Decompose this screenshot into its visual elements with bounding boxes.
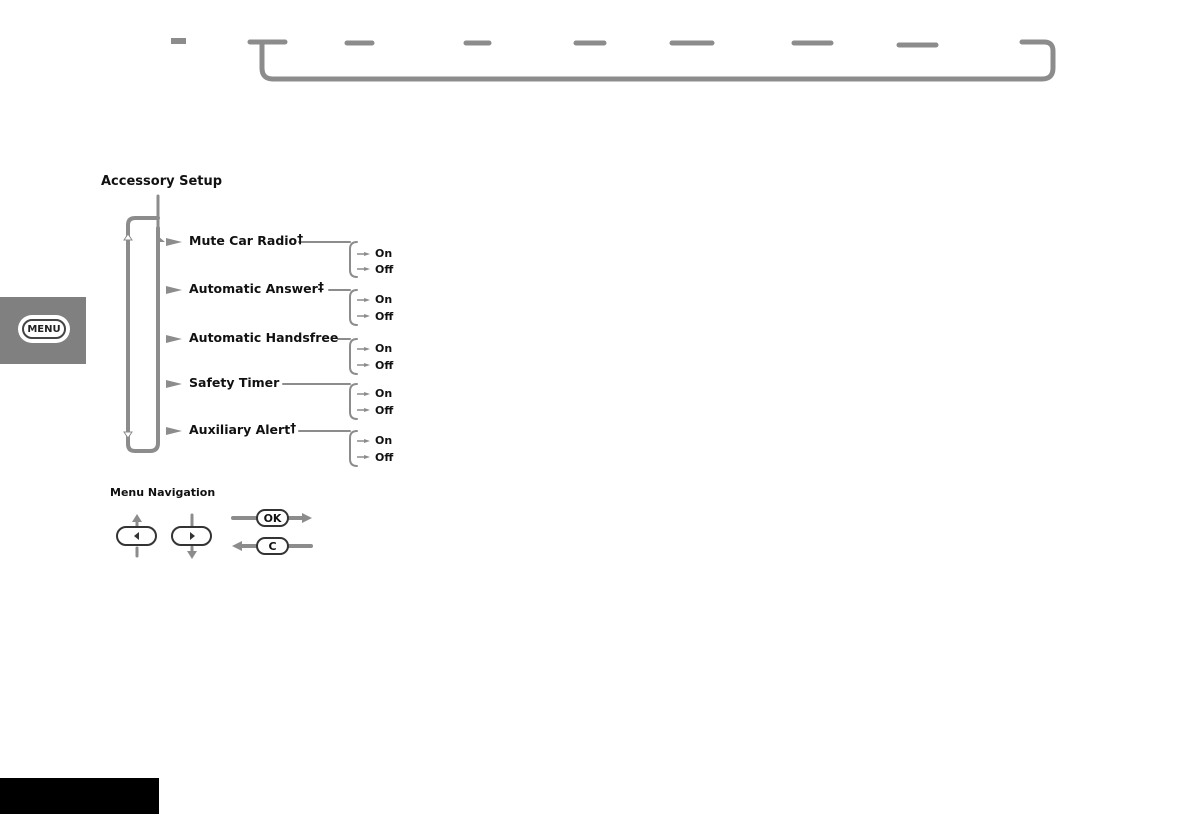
menu-navigation-title: Menu Navigation — [110, 486, 216, 499]
option-off: Off — [375, 310, 394, 323]
loop-bracket — [128, 218, 158, 451]
accessory-setup-title: Accessory Setup — [101, 174, 223, 189]
footnote-mark: ‡ — [317, 280, 324, 294]
option-off: Off — [375, 263, 394, 276]
menu-item-automatic-handsfree — [189, 332, 338, 345]
option-on: On — [375, 247, 393, 260]
menu-button-icon — [18, 315, 70, 343]
header-bracket — [250, 42, 1053, 79]
option-on: On — [375, 387, 393, 400]
header-mark — [171, 38, 186, 44]
menu-label: MENU — [22, 319, 66, 339]
ok-key-icon: OK — [256, 509, 289, 527]
menu-item-automatic-answer — [189, 280, 324, 296]
option-on: On — [375, 293, 393, 306]
footnote-mark: † — [297, 232, 304, 246]
menu-item-safety-timer — [189, 377, 279, 390]
item-label: Mute Car Radio — [189, 233, 298, 248]
footnote-mark: † — [290, 421, 297, 435]
option-off: Off — [375, 404, 394, 417]
item-label: Auxiliary Alert — [189, 422, 291, 437]
menu-item-mute-car-radio — [189, 232, 304, 248]
option-on: On — [375, 342, 393, 355]
right-key-icon — [171, 526, 212, 546]
page-footer-block — [0, 778, 159, 814]
option-off: Off — [375, 359, 394, 372]
menu-item-auxiliary-alert — [189, 421, 297, 437]
item-label: Automatic Handsfree — [189, 330, 339, 345]
left-key-icon — [116, 526, 157, 546]
item-label: Automatic Answer — [189, 281, 318, 296]
option-off: Off — [375, 451, 394, 464]
item-label: Safety Timer — [189, 375, 280, 390]
option-on: On — [375, 434, 393, 447]
c-key-icon: C — [256, 537, 289, 555]
